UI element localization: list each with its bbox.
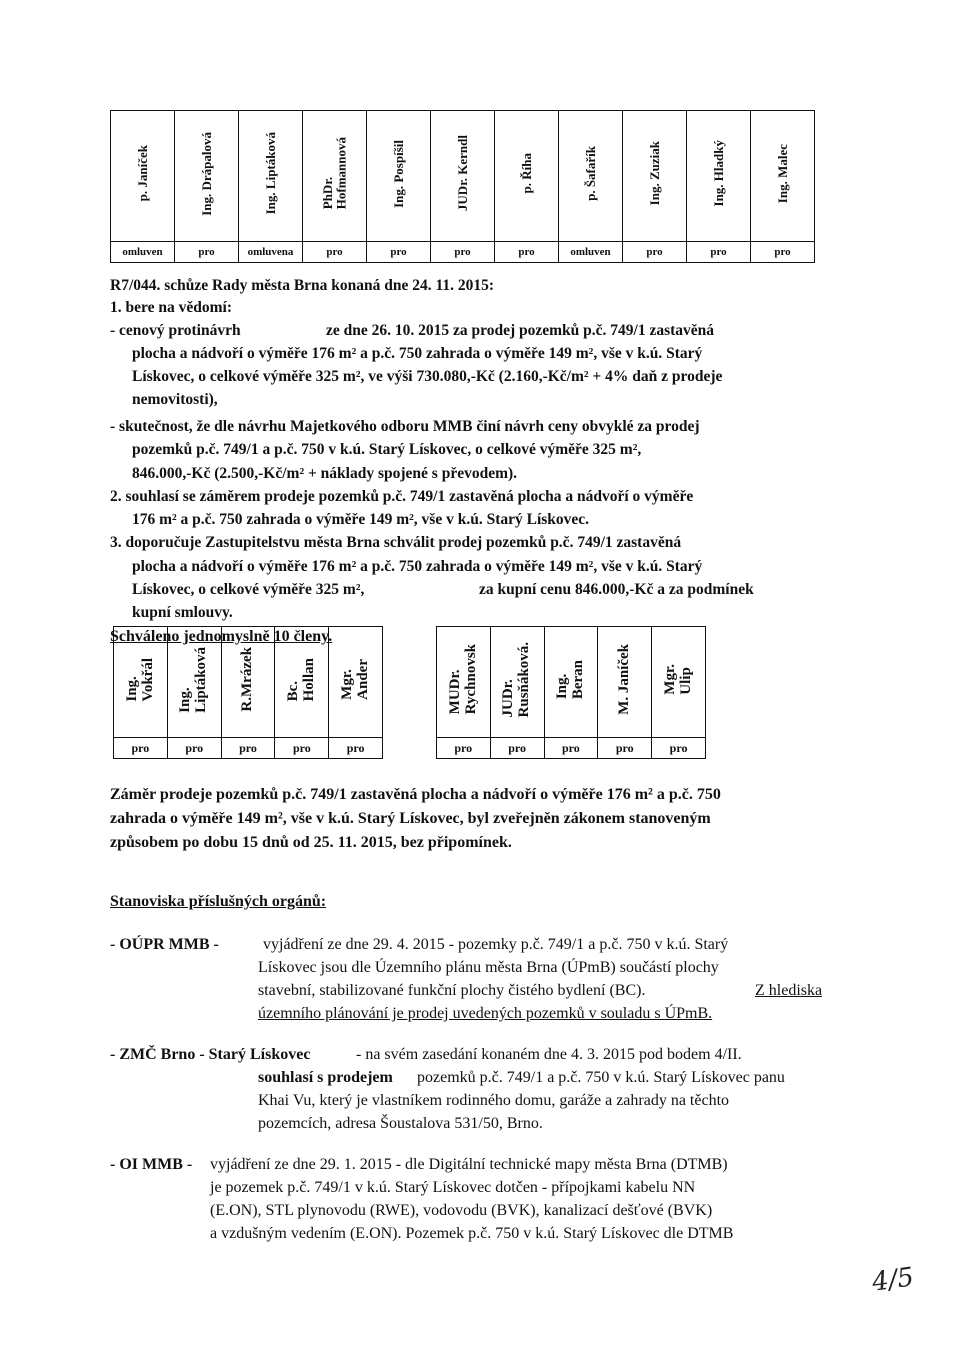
text-line: 176 m² a p.č. 750 zahrada o výměře 149 m², vše v k.ú. Starý Lískovec.: [132, 511, 590, 528]
vote-table-second: [113, 626, 706, 759]
voter-name: JUDr. Rusňáková.: [500, 641, 533, 718]
text-line: pozemků p.č. 749/1 a p.č. 750 v k.ú. Starý Lískovec panu: [417, 1069, 785, 1086]
publication-line: Záměr prodeje pozemků p.č. 749/1 zastavěná plocha a nádvoří o výměře 176 m² a p.č. 750: [110, 786, 721, 803]
vote-value: pro: [367, 242, 431, 263]
voter-name: p. Říha: [518, 153, 534, 194]
publication-line: zahrada o výměře 149 m², vše v k.ú. Starý Lískovec, byl zveřejněn zákonem stanoveným: [110, 810, 711, 827]
vote-value: pro: [495, 242, 559, 263]
text-line: pozemcích, adresa Šoustalova 531/50, Brno.: [258, 1115, 543, 1132]
voter-name: Ing. Zuziak: [646, 141, 662, 206]
voter-name: PhDr. Hofmannová: [319, 137, 349, 210]
voter-name: Mgr. Ulip: [661, 664, 694, 695]
voter-name: p. Janíček: [134, 145, 150, 202]
text-line: Lískovec, o celkové výměře 325 m²,: [132, 581, 365, 598]
voter-name: Mgr. Ander: [338, 659, 371, 700]
approval-note: Schváleno jednomyslně 10 členy.: [110, 628, 333, 645]
vote-value: pro: [436, 738, 490, 759]
text-line: Lískovec, o celkové výměře 325 m², ve výši 730.080,-Kč (2.160,-Kč/m² + 4% daň z prodeje: [132, 368, 723, 385]
voter-name: MUDr. Rychnovsk: [446, 644, 479, 715]
text-line: ze dne 26. 10. 2015 za prodej pozemků p.č. 749/1 zastavěná: [326, 322, 715, 339]
oi-label: - OI MMB -: [110, 1156, 193, 1173]
text-line: souhlasí s prodejem: [258, 1069, 393, 1086]
text-line: - skutečnost, že dle návrhu Majetkového odboru MMB činí návrh ceny obvyklé za prodej: [110, 418, 700, 435]
text-line: plocha a nádvoří o výměře 176 m² a p.č. 750 zahrada o výměře 149 m², vše v k.ú. Starý: [132, 558, 703, 575]
vote-value: pro: [751, 242, 815, 263]
voter-name: Ing. Liptáková: [262, 132, 278, 215]
vote-names-row: [111, 111, 815, 242]
text-line: - na svém zasedání konaném dne 4. 3. 2015 pod bodem 4/II.: [356, 1046, 742, 1063]
vote-value: pro: [303, 242, 367, 263]
text-line: stavební, stabilizované funkční plochy čistého bydlení (BC).: [258, 982, 646, 999]
empty-cell: [383, 738, 437, 759]
vote-value: pro: [598, 738, 652, 759]
voter-name: Ing. Drápalová: [198, 131, 214, 216]
voter-name: p. Šafařík: [582, 146, 598, 201]
opinions-heading: Stanoviska příslušných orgánů:: [110, 893, 327, 910]
item-1-label: 1. bere na vědomí:: [110, 299, 232, 316]
oupr-label: - OÚPR MMB -: [110, 936, 219, 953]
vote-value: pro: [167, 738, 221, 759]
voter-name: M. Janíček: [615, 644, 632, 715]
vote-value: pro: [490, 738, 544, 759]
vote-value: pro: [329, 738, 383, 759]
publication-line: způsobem po dobu 15 dnů od 25. 11. 2015, bez připomínek.: [110, 834, 512, 851]
text-line: nemovitosti),: [132, 391, 218, 408]
text-line: Z hlediska: [755, 982, 823, 999]
resolution-heading: R7/044. schůze Rady města Brna konaná dne 24. 11. 2015:: [110, 277, 495, 294]
voter-name: Ing. Beran: [554, 659, 586, 700]
text-line: a vzdušným vedením (E.ON). Pozemek p.č. 750 v k.ú. Starý Lískovec dle DTMB: [210, 1225, 734, 1242]
vote-values-row: [114, 738, 706, 759]
vote-value: pro: [544, 738, 598, 759]
text-line: vyjádření ze dne 29. 1. 2015 - dle Digitální technické mapy města Brna (DTMB): [210, 1156, 728, 1173]
vote-table-first: [110, 110, 815, 263]
text-line: plocha a nádvoří o výměře 176 m² a p.č. 750 zahrada o výměře 149 m², vše v k.ú. Starý: [132, 345, 703, 362]
vote-value: omluven: [559, 242, 623, 263]
vote-value: pro: [275, 738, 329, 759]
text-line: Lískovec jsou dle Územního plánu města Brna (ÚPmB) součástí plochy: [258, 959, 719, 976]
page-number-mark: 4/5: [870, 1262, 916, 1298]
item-2-line: 2. souhlasí se záměrem prodeje pozemků p.č. 749/1 zastavěná plocha a nádvoří o výměře: [110, 488, 694, 505]
vote-value: pro: [431, 242, 495, 263]
voter-name: R.Mrázek: [239, 647, 256, 712]
vote-value: pro: [687, 242, 751, 263]
vote-value: omluven: [111, 242, 175, 263]
voter-name: Ing. Malec: [774, 143, 790, 204]
vote-value: omluvena: [239, 242, 303, 263]
vote-value: pro: [652, 738, 706, 759]
zmc-label: - ZMČ Brno - Starý Lískovec: [110, 1046, 311, 1063]
voter-name: Ing. Pospíšil: [390, 139, 406, 208]
voter-name: Ing. Vokřál: [123, 657, 156, 702]
text-line: kupní smlouvy.: [132, 604, 233, 621]
vote-value: pro: [221, 738, 275, 759]
text-line: (E.ON), STL plynovodu (RWE), vodovodu (BVK), kanalizací dešťové (BVK): [210, 1202, 713, 1219]
text-line: pozemků p.č. 749/1 a p.č. 750 v k.ú. Starý Lískovec, o celkové výměře 325 m²,: [132, 441, 642, 458]
text-line: vyjádření ze dne 29. 4. 2015 - pozemky p.č. 749/1 a p.č. 750 v k.ú. Starý: [263, 936, 729, 953]
vote-value: pro: [623, 242, 687, 263]
text-line: za kupní cenu 846.000,-Kč a za podmínek: [479, 581, 754, 598]
text-line: 846.000,-Kč (2.500,-Kč/m² + náklady spojené s převodem).: [132, 465, 518, 482]
voter-name: Ing. Hladký: [710, 140, 726, 207]
voter-name: Ing. Liptáková: [177, 646, 210, 713]
voter-name: Bc. Hollan: [285, 657, 317, 702]
vote-value: pro: [114, 738, 168, 759]
vote-values-row: [111, 242, 815, 263]
vote-names-row: [114, 627, 706, 738]
text-line: - cenový protinávrh: [110, 322, 241, 339]
text-line: je pozemek p.č. 749/1 v k.ú. Starý Lískovec dotčen - přípojkami kabelu NN: [210, 1179, 696, 1196]
text-line: Khai Vu, který je vlastníkem rodinného domu, garáže a zahrady na těchto: [258, 1092, 730, 1109]
item-3-line: 3. doporučuje Zastupitelstvu města Brna schválit prodej pozemků p.č. 749/1 zastavěná: [110, 534, 682, 551]
vote-value: pro: [175, 242, 239, 263]
text-line: územního plánování je prodej uvedených pozemků v souladu s ÚPmB.: [258, 1005, 713, 1022]
voter-name: JUDr. Kerndl: [454, 135, 470, 212]
